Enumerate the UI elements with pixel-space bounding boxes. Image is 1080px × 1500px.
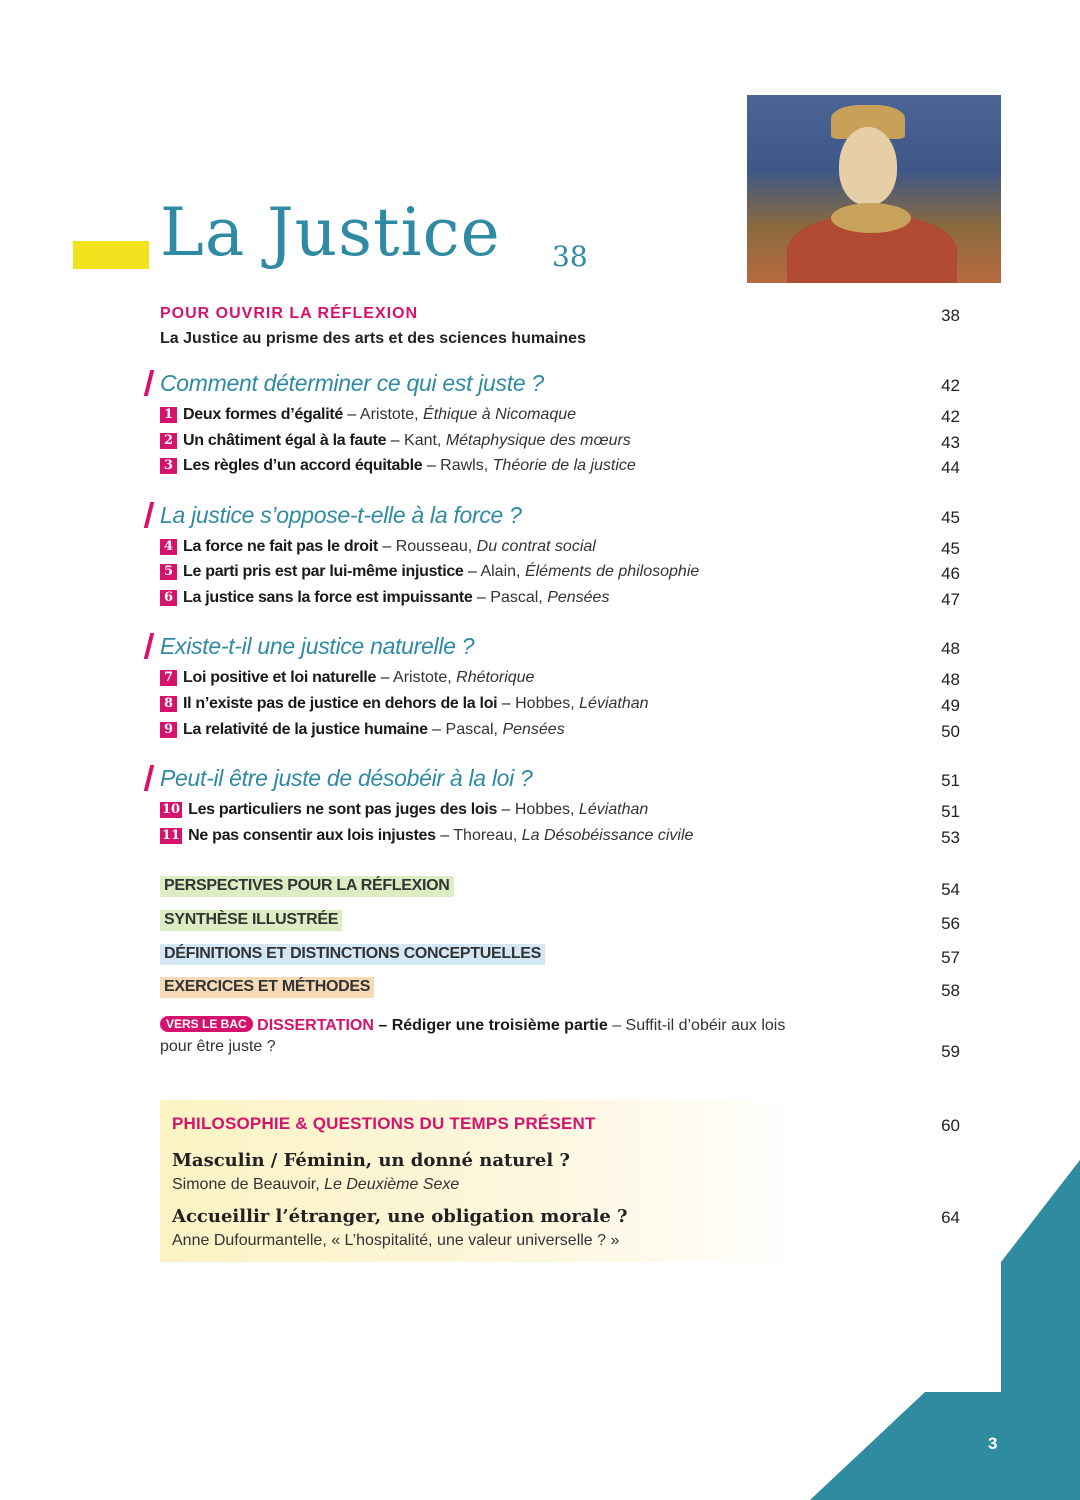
item-title: La relativité de la justice humaine — [183, 721, 428, 738]
tool-synthese[interactable] — [160, 910, 960, 936]
item-author: Rousseau, — [395, 538, 473, 555]
item-author: Thoreau, — [453, 827, 518, 844]
present-entry-2-title[interactable]: Accueillir l’étranger, une obligation morale ? — [172, 1206, 628, 1227]
bac-page: 59 — [941, 1042, 960, 1061]
toc-item-2[interactable]: 2 Un châtiment égal à la faute – Kant, Métaphysique des mœurs 43 — [160, 432, 960, 458]
question-page: 42 — [941, 376, 960, 395]
item-page: 44 — [941, 458, 960, 477]
item-work: Léviathan — [579, 695, 649, 712]
question-title: La justice s’oppose-t-elle à la force ? — [160, 502, 522, 528]
item-work: Pensées — [547, 589, 610, 606]
item-number: 1 — [160, 407, 177, 423]
item-author: Aristote, — [359, 406, 419, 423]
tool-page: 58 — [941, 981, 960, 1000]
bac-text-line2: pour être juste ? — [160, 1038, 276, 1055]
chapter-page-number: 38 — [552, 240, 588, 273]
item-number: 7 — [160, 670, 177, 686]
present-page: 60 — [941, 1116, 960, 1135]
tool-exercices[interactable] — [160, 977, 960, 1003]
toc-item-9[interactable]: 9 La relativité de la justice humaine – Pascal, Pensées 50 — [160, 721, 960, 747]
item-page: 53 — [941, 828, 960, 847]
item-title: Le parti pris est par lui-même injustice — [183, 563, 464, 580]
item-title: Les règles d’un accord équitable — [183, 457, 423, 474]
item-title: Un châtiment égal à la faute — [183, 432, 387, 449]
tool-definitions[interactable] — [160, 944, 960, 970]
tool-page: 54 — [941, 880, 960, 899]
item-work: Éléments de philosophie — [524, 563, 700, 580]
fresco-illustration — [747, 95, 1001, 283]
collar-shape — [831, 203, 911, 233]
intro-heading-row[interactable] — [160, 305, 960, 323]
question-page: 45 — [941, 508, 960, 527]
intro-page: 38 — [941, 306, 960, 325]
toc-item-3[interactable]: 3 Les règles d’un accord équitable – Rawls, Théorie de la justice 44 — [160, 457, 960, 483]
question-title: Peut-il être juste de désobéir à la loi ? — [160, 765, 533, 791]
item-author: Rawls, — [440, 457, 489, 474]
toc-item-7[interactable]: 7 Loi positive et loi naturelle – Aristote, Rhétorique 48 — [160, 669, 960, 695]
entry-work: Le Deuxième Sexe — [324, 1176, 460, 1193]
tool-label: DÉFINITIONS ET DISTINCTIONS CONCEPTUELLES — [160, 944, 545, 965]
item-title: La force ne fait pas le droit — [183, 538, 378, 555]
item-author: Alain, — [480, 563, 521, 580]
item-title: Ne pas consentir aux lois injustes — [188, 827, 436, 844]
item-page: 46 — [941, 564, 960, 583]
present-entry-2-source: Anne Dufourmantelle, « L’hospitalité, une valeur universelle ? » — [172, 1232, 620, 1249]
tool-label: EXERCICES ET MÉTHODES — [160, 977, 374, 998]
tool-perspectives[interactable] — [160, 876, 960, 902]
toc-item-4[interactable]: 4 La force ne fait pas le droit – Rousseau, Du contrat social 45 — [160, 538, 960, 564]
tool-page: 57 — [941, 948, 960, 967]
item-author: Kant, — [404, 432, 442, 449]
item-work: Léviathan — [578, 801, 649, 818]
question-title: Existe-t-il une justice naturelle ? — [160, 633, 475, 659]
item-page: 43 — [941, 433, 960, 452]
bac-text-line1: Suffit-il d’obéir aux lois — [625, 1017, 786, 1034]
toc-item-8[interactable]: 8 Il n’existe pas de justice en dehors de la loi – Hobbes, Léviathan 49 — [160, 695, 960, 721]
present-entry-2-page: 64 — [941, 1208, 960, 1227]
toc-item-6[interactable]: 6 La justice sans la force est impuissante – Pascal, Pensées 47 — [160, 589, 960, 615]
section-4-question[interactable] — [160, 765, 960, 797]
item-work: Théorie de la justice — [492, 457, 636, 474]
page-number: 3 — [988, 1434, 998, 1453]
item-work: Éthique à Nicomaque — [423, 406, 577, 423]
item-page: 48 — [941, 670, 960, 689]
section-2-question[interactable] — [160, 502, 960, 534]
face-shape — [839, 127, 897, 205]
entry-author: Simone de Beauvoir, — [172, 1176, 320, 1193]
item-page: 51 — [941, 802, 960, 821]
item-author: Pascal, — [490, 589, 543, 606]
toc-item-1[interactable]: 1 Deux formes d’égalité – Aristote, Éthique à Nicomaque 42 — [160, 406, 960, 432]
item-number: 4 — [160, 539, 177, 555]
chapter-title: La Justice — [160, 194, 501, 271]
item-number: 2 — [160, 433, 177, 449]
item-number: 3 — [160, 458, 177, 474]
question-title: Comment déterminer ce qui est juste ? — [160, 370, 544, 396]
item-work: Du contrat social — [476, 538, 596, 555]
bac-category: DISSERTATION — [257, 1017, 374, 1034]
question-page: 51 — [941, 771, 960, 790]
item-title: Deux formes d’égalité — [183, 406, 343, 423]
bac-badge: VERS LE BAC — [160, 1016, 253, 1032]
item-work: Pensées — [502, 721, 565, 738]
item-title: Les particuliers ne sont pas juges des lois — [188, 801, 498, 818]
item-work: La Désobéissance civile — [521, 827, 694, 844]
item-number: 8 — [160, 696, 177, 712]
question-page: 48 — [941, 639, 960, 658]
item-author: Pascal, — [445, 721, 498, 738]
bac-title: Rédiger une troisième partie — [391, 1017, 608, 1034]
item-number: 10 — [162, 802, 181, 817]
item-title: La justice sans la force est impuissante — [183, 589, 473, 606]
item-page: 47 — [941, 590, 960, 609]
bac-entry[interactable]: VERS LE BAC DISSERTATION – Rédiger une troisième partie – Suffit-il d’obéir aux lois pour être juste ? 59 — [160, 1017, 960, 1061]
item-author: Aristote, — [393, 669, 452, 686]
item-number: 11 — [162, 828, 181, 843]
item-work: Rhétorique — [456, 669, 535, 686]
toc-item-11[interactable]: 11 Ne pas consentir aux lois injustes – Thoreau, La Désobéissance civile 53 — [162, 827, 960, 847]
tool-label: PERSPECTIVES POUR LA RÉFLEXION — [160, 876, 454, 897]
present-entry-1-title[interactable]: Masculin / Féminin, un donné naturel ? — [172, 1150, 570, 1171]
toc-item-5[interactable]: 5 Le parti pris est par lui-même injustice – Alain, Éléments de philosophie 46 — [160, 563, 960, 589]
item-title: Loi positive et loi naturelle — [183, 669, 377, 686]
intro-heading: POUR OUVRIR LA RÉFLEXION — [160, 305, 419, 322]
item-number: 5 — [160, 564, 177, 580]
tool-page: 56 — [941, 914, 960, 933]
item-page: 42 — [941, 407, 960, 426]
section-1-question[interactable] — [160, 370, 960, 402]
item-work: Métaphysique des mœurs — [445, 432, 631, 449]
present-entry-1-source — [172, 1176, 459, 1194]
toc-item-10[interactable]: 10 Les particuliers ne sont pas juges des lois – Hobbes, Léviathan 51 — [162, 801, 960, 821]
item-page: 50 — [941, 722, 960, 741]
item-page: 49 — [941, 696, 960, 715]
item-author: Hobbes, — [515, 695, 575, 712]
section-3-question[interactable] — [160, 633, 960, 665]
title-accent-bar — [73, 241, 149, 269]
item-number: 6 — [160, 590, 177, 606]
intro-subtitle: La Justice au prisme des arts et des sciences humaines — [160, 330, 586, 347]
tool-label: SYNTHÈSE ILLUSTRÉE — [160, 910, 342, 931]
item-number: 9 — [160, 722, 177, 738]
item-page: 45 — [941, 539, 960, 558]
item-title: Il n’existe pas de justice en dehors de la loi — [183, 695, 498, 712]
item-author: Hobbes, — [514, 801, 575, 818]
present-heading[interactable]: PHILOSOPHIE & QUESTIONS DU TEMPS PRÉSENT — [172, 1114, 596, 1133]
